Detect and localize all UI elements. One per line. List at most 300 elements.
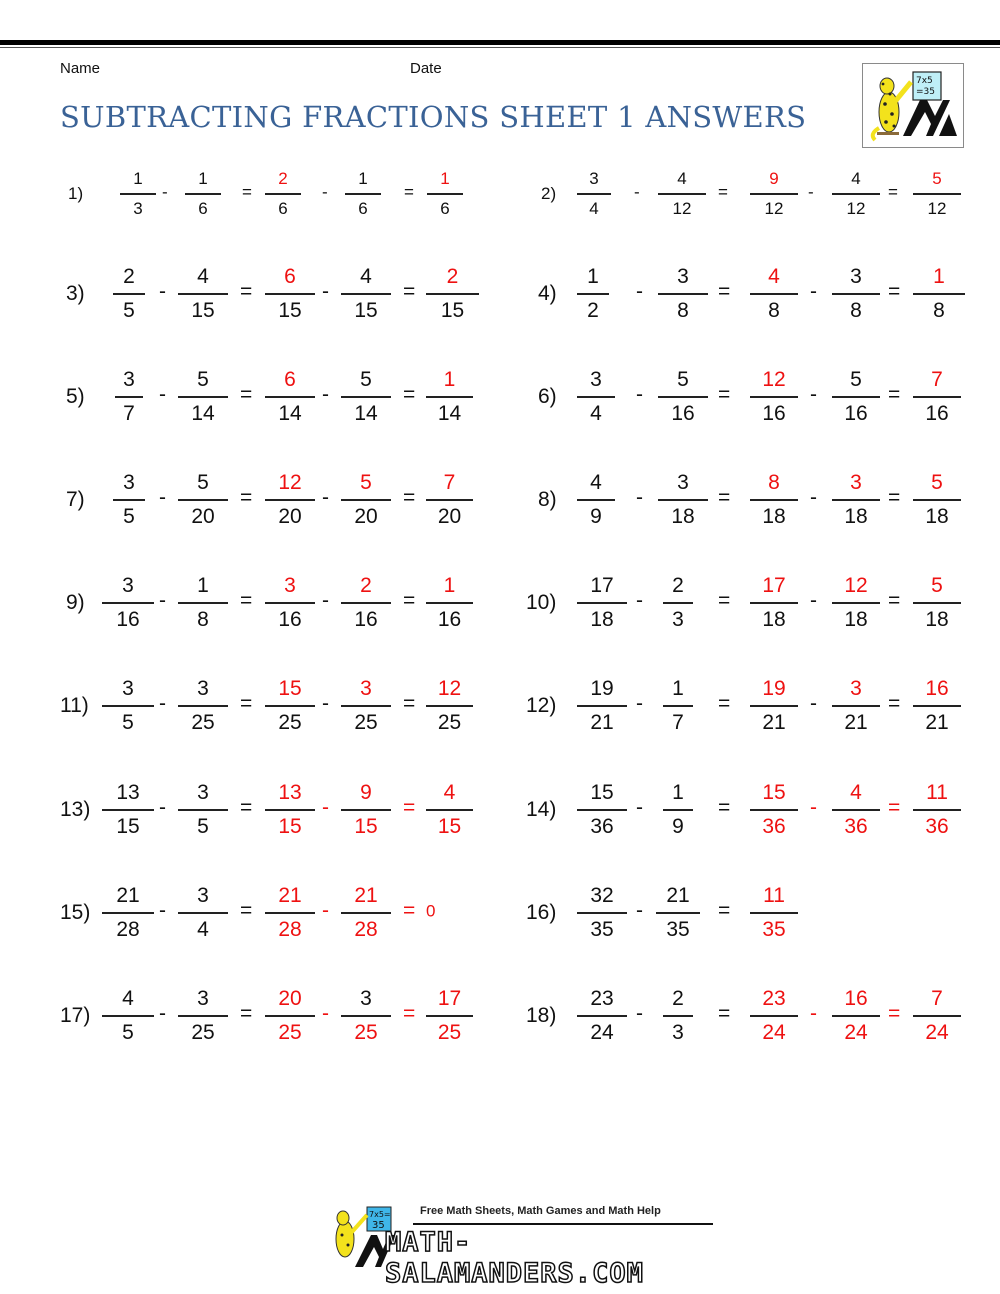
equals-sign: = [888,383,901,407]
fraction-bar [750,809,798,811]
numerator: 23 [762,987,786,1010]
numerator: 11 [763,884,785,907]
fraction-bar [577,705,627,707]
denominator: 24 [925,1020,949,1044]
equals-sign: = [718,383,731,407]
numerator: 1 [440,169,450,188]
denominator: 12 [672,198,692,218]
denominator: 16 [844,401,868,425]
denominator: 18 [762,607,786,631]
numerator: 3 [284,574,296,597]
denominator: 8 [933,298,945,322]
top-border-thin [0,47,1000,48]
equals-sign: = [718,1002,731,1026]
equals-sign: = [240,486,253,510]
numerator: 23 [590,987,614,1010]
denominator: 36 [590,814,614,838]
minus-sign: - [634,182,640,202]
fraction [178,782,228,837]
denominator: 28 [116,917,140,941]
fraction [577,369,615,424]
numerator: 2 [672,574,684,597]
fraction [832,170,880,217]
footer-tagline: Free Math Sheets, Math Games and Math Help [420,1205,661,1217]
fraction [102,988,154,1043]
fraction [426,575,473,630]
numerator: 3 [123,368,135,391]
fraction [750,885,798,940]
fraction [913,170,961,217]
denominator: 12 [846,198,866,218]
denominator: 35 [762,917,786,941]
equals-sign: = [718,899,731,923]
fraction-bar [341,1015,391,1017]
fraction-bar [750,499,798,501]
denominator: 25 [437,710,462,734]
denominator: 15 [440,298,465,322]
numerator: 1 [672,677,684,700]
fraction [663,678,693,733]
minus-sign: - [159,280,166,304]
fraction [341,369,391,424]
fraction-bar [913,193,961,195]
denominator: 14 [191,401,215,425]
denominator: 8 [197,607,209,631]
fraction [913,988,961,1043]
numerator: 3 [360,677,372,700]
problem-number: 13) [60,798,91,821]
fraction [913,266,965,321]
fraction [265,170,301,217]
numerator: 17 [437,987,462,1010]
fraction-bar [102,1015,154,1017]
numerator: 4 [677,169,687,188]
equals-sign: = [240,383,253,407]
equals-sign: = [403,486,416,510]
fraction [265,988,315,1043]
fraction-bar [178,809,228,811]
fraction-bar [113,293,145,295]
fraction [913,782,961,837]
fraction-bar [341,705,391,707]
equals-sign: = [240,1002,253,1026]
denominator: 15 [116,814,140,838]
fraction [265,369,315,424]
numerator: 16 [844,987,868,1010]
problem-6 [530,369,970,425]
minus-sign: - [636,1002,643,1026]
fraction-bar [577,912,627,914]
numerator: 1 [197,574,209,597]
fraction-bar [185,193,221,195]
problem-13 [60,782,500,838]
equals-sign: = [240,899,253,923]
minus-sign: - [810,589,817,613]
denominator: 35 [666,917,690,941]
minus-sign: - [159,692,166,716]
fraction [265,885,315,940]
numerator: 5 [932,169,942,188]
fraction [577,782,627,837]
minus-sign: - [810,796,817,820]
minus-sign: - [636,486,643,510]
fraction [426,782,473,837]
fraction [113,266,145,321]
fraction-bar [265,1015,315,1017]
fraction-bar [265,912,315,914]
equals-sign: = [718,796,731,820]
fraction [577,885,627,940]
problem-number: 4) [538,282,557,305]
numerator: 3 [197,781,209,804]
equals-sign: = [403,1002,416,1026]
numerator: 1 [672,781,684,804]
denominator: 24 [762,1020,786,1044]
fraction [577,988,627,1043]
numerator: 8 [768,471,780,494]
equals-sign: = [888,1002,901,1026]
fraction-bar [577,499,615,501]
fraction-bar [426,499,473,501]
denominator: 14 [437,401,462,425]
problem-16 [526,884,970,941]
fraction [178,575,228,630]
numerator: 3 [197,987,209,1010]
denominator: 36 [762,814,786,838]
problem-number: 9) [66,591,85,614]
numerator: 19 [590,677,614,700]
numerator: 12 [278,471,302,494]
equals-sign: = [404,182,414,202]
numerator: 4 [197,265,209,288]
fraction-bar [426,293,479,295]
problem-number: 3) [66,282,85,305]
equals-sign: = [240,796,253,820]
answer-value: 0 [426,901,436,921]
fraction-bar [658,293,708,295]
numerator: 19 [762,677,786,700]
top-border-thick [0,40,1000,45]
denominator: 5 [197,814,209,838]
minus-sign: - [810,692,817,716]
svg-text:7x5=: 7x5= [369,1210,391,1219]
fraction [265,575,315,630]
fraction-bar [663,1015,693,1017]
footer-branding [325,1205,715,1289]
numerator: 4 [851,169,861,188]
fraction [913,472,961,527]
fraction-bar [750,705,798,707]
name-label: Name [60,60,101,77]
equals-sign: = [403,383,416,407]
fraction [341,885,391,940]
problem-8 [530,472,970,528]
minus-sign: - [322,280,329,304]
denominator: 20 [278,504,302,528]
problem-10 [526,574,970,631]
denominator: 4 [590,401,602,425]
fraction [663,782,693,837]
fraction [102,575,154,630]
fraction-bar [113,499,145,501]
denominator: 7 [123,401,135,425]
fraction [426,369,473,424]
fraction [832,782,880,837]
numerator: 4 [360,265,372,288]
equals-sign: = [718,486,731,510]
fraction-bar [265,499,315,501]
fraction-bar [832,499,880,501]
fraction [341,472,391,527]
fraction-bar [658,193,706,195]
numerator: 11 [926,781,948,804]
minus-sign: - [636,383,643,407]
fraction-bar [265,396,315,398]
equals-sign: = [888,280,901,304]
numerator: 17 [590,574,614,597]
denominator: 18 [925,607,949,631]
fraction-bar [426,396,473,398]
numerator: 32 [590,884,614,907]
minus-sign: - [322,383,329,407]
equals-sign: = [888,182,898,202]
denominator: 16 [437,607,462,631]
fraction-bar [832,809,880,811]
numerator: 1 [443,368,456,391]
fraction-bar [427,193,463,195]
denominator: 3 [672,607,684,631]
problem-number: 16) [526,901,557,924]
problem-number: 8) [538,488,557,511]
fraction [832,369,880,424]
fraction [913,369,961,424]
problem-number: 7) [66,488,85,511]
fraction-bar [577,193,611,195]
denominator: 5 [123,504,135,528]
numerator: 6 [284,368,296,391]
fraction [658,369,708,424]
denominator: 5 [122,1020,134,1044]
equals-sign: = [888,589,901,613]
denominator: 14 [278,401,302,425]
fraction-bar [341,396,391,398]
minus-sign: - [322,796,329,820]
denominator: 20 [354,504,378,528]
denominator: 25 [437,1020,462,1044]
denominator: 16 [671,401,695,425]
numerator: 7 [931,987,943,1010]
fraction [832,266,880,321]
numerator: 12 [437,677,462,700]
denominator: 4 [589,198,599,218]
problem-number: 6) [538,385,557,408]
denominator: 21 [844,710,868,734]
fraction-bar [663,705,693,707]
minus-sign: - [322,1002,329,1026]
equals-sign: = [242,182,252,202]
equals-sign: = [888,486,901,510]
svg-text:=35: =35 [916,87,935,97]
fraction [750,988,798,1043]
fraction-bar [178,1015,228,1017]
numerator: 1 [133,169,143,188]
fraction [178,472,228,527]
denominator: 3 [133,198,143,218]
problem-number: 11) [60,694,89,717]
problem-11 [60,678,500,734]
fraction-bar [341,912,391,914]
fraction [577,170,611,217]
denominator: 12 [764,198,784,218]
problem-number: 17) [60,1004,91,1027]
minus-sign: - [159,899,166,923]
numerator: 5 [360,471,372,494]
numerator: 4 [122,987,134,1010]
numerator: 5 [850,368,862,391]
fraction-bar [426,602,473,604]
fraction-bar [341,293,391,295]
minus-sign: - [636,589,643,613]
page-title: SUBTRACTING FRACTIONS SHEET 1 ANSWERS [60,100,807,134]
fraction-bar [426,705,473,707]
numerator: 15 [590,781,614,804]
numerator: 5 [677,368,689,391]
numerator: 5 [197,368,209,391]
numerator: 3 [677,265,689,288]
fraction [178,266,228,321]
fraction-bar [102,809,154,811]
fraction-bar [750,396,798,398]
denominator: 35 [590,917,614,941]
fraction-bar [750,293,798,295]
numerator: 4 [443,781,456,804]
problem-number: 2) [541,184,557,203]
fraction-bar [658,499,708,501]
equals-sign: = [240,280,253,304]
numerator: 3 [850,677,862,700]
fraction [426,678,473,733]
problem-2 [530,170,970,218]
problem-7 [60,472,500,528]
fraction-bar [913,602,961,604]
denominator: 25 [191,1020,215,1044]
fraction [426,266,479,321]
minus-sign: - [810,280,817,304]
numerator: 4 [590,471,602,494]
fraction-bar [663,809,693,811]
minus-sign: - [322,899,329,923]
denominator: 12 [927,198,947,218]
minus-sign: - [810,486,817,510]
fraction-bar [663,602,693,604]
fraction [265,472,315,527]
fraction [341,988,391,1043]
denominator: 9 [672,814,684,838]
equals-sign: = [240,692,253,716]
numerator: 2 [123,265,135,288]
denominator: 8 [768,298,780,322]
fraction-bar [913,499,961,501]
fraction [341,782,391,837]
denominator: 6 [198,198,208,218]
numerator: 21 [354,884,378,907]
denominator: 8 [677,298,689,322]
denominator: 36 [925,814,949,838]
numerator: 9 [360,781,372,804]
denominator: 18 [844,607,868,631]
denominator: 16 [925,401,949,425]
fraction-bar [750,602,798,604]
numerator: 15 [278,677,302,700]
numerator: 3 [590,368,602,391]
numerator: 12 [762,368,786,391]
problem-4 [530,266,970,322]
numerator: 2 [672,987,684,1010]
denominator: 21 [762,710,786,734]
fraction-bar [577,293,609,295]
fraction-bar [577,1015,627,1017]
fraction [658,266,708,321]
denominator: 2 [587,298,599,322]
fraction-bar [120,193,156,195]
fraction-bar [832,705,880,707]
problem-number: 10) [526,591,557,614]
fraction-bar [178,293,228,295]
numerator: 5 [931,574,943,597]
denominator: 18 [762,504,786,528]
numerator: 1 [443,574,456,597]
fraction [913,678,961,733]
denominator: 14 [354,401,378,425]
fraction [341,575,391,630]
problem-number: 14) [526,798,557,821]
minus-sign: - [810,383,817,407]
salamander-teacher-icon [863,64,963,147]
fraction-bar [178,602,228,604]
fraction-bar [265,705,315,707]
fraction [113,472,145,527]
fraction-bar [426,1015,473,1017]
denominator: 21 [590,710,614,734]
problem-number: 1) [68,184,84,203]
minus-sign: - [159,589,166,613]
denominator: 25 [191,710,215,734]
numerator: 3 [122,677,134,700]
numerator: 16 [925,677,949,700]
numerator: 4 [850,781,862,804]
numerator: 9 [769,169,779,188]
numerator: 3 [589,169,599,188]
denominator: 6 [358,198,368,218]
fraction [120,170,156,217]
equals-sign: = [718,280,731,304]
denominator: 20 [437,504,462,528]
fraction-bar [577,809,627,811]
fraction [577,575,627,630]
fraction-bar [178,705,228,707]
fraction-bar [832,193,880,195]
fraction [341,266,391,321]
denominator: 16 [116,607,140,631]
fraction [265,266,315,321]
equals-sign: = [718,589,731,613]
denominator: 25 [278,1020,302,1044]
minus-sign: - [636,280,643,304]
fraction-bar [115,396,143,398]
fraction-bar [265,293,315,295]
denominator: 6 [440,198,450,218]
fraction [178,678,228,733]
